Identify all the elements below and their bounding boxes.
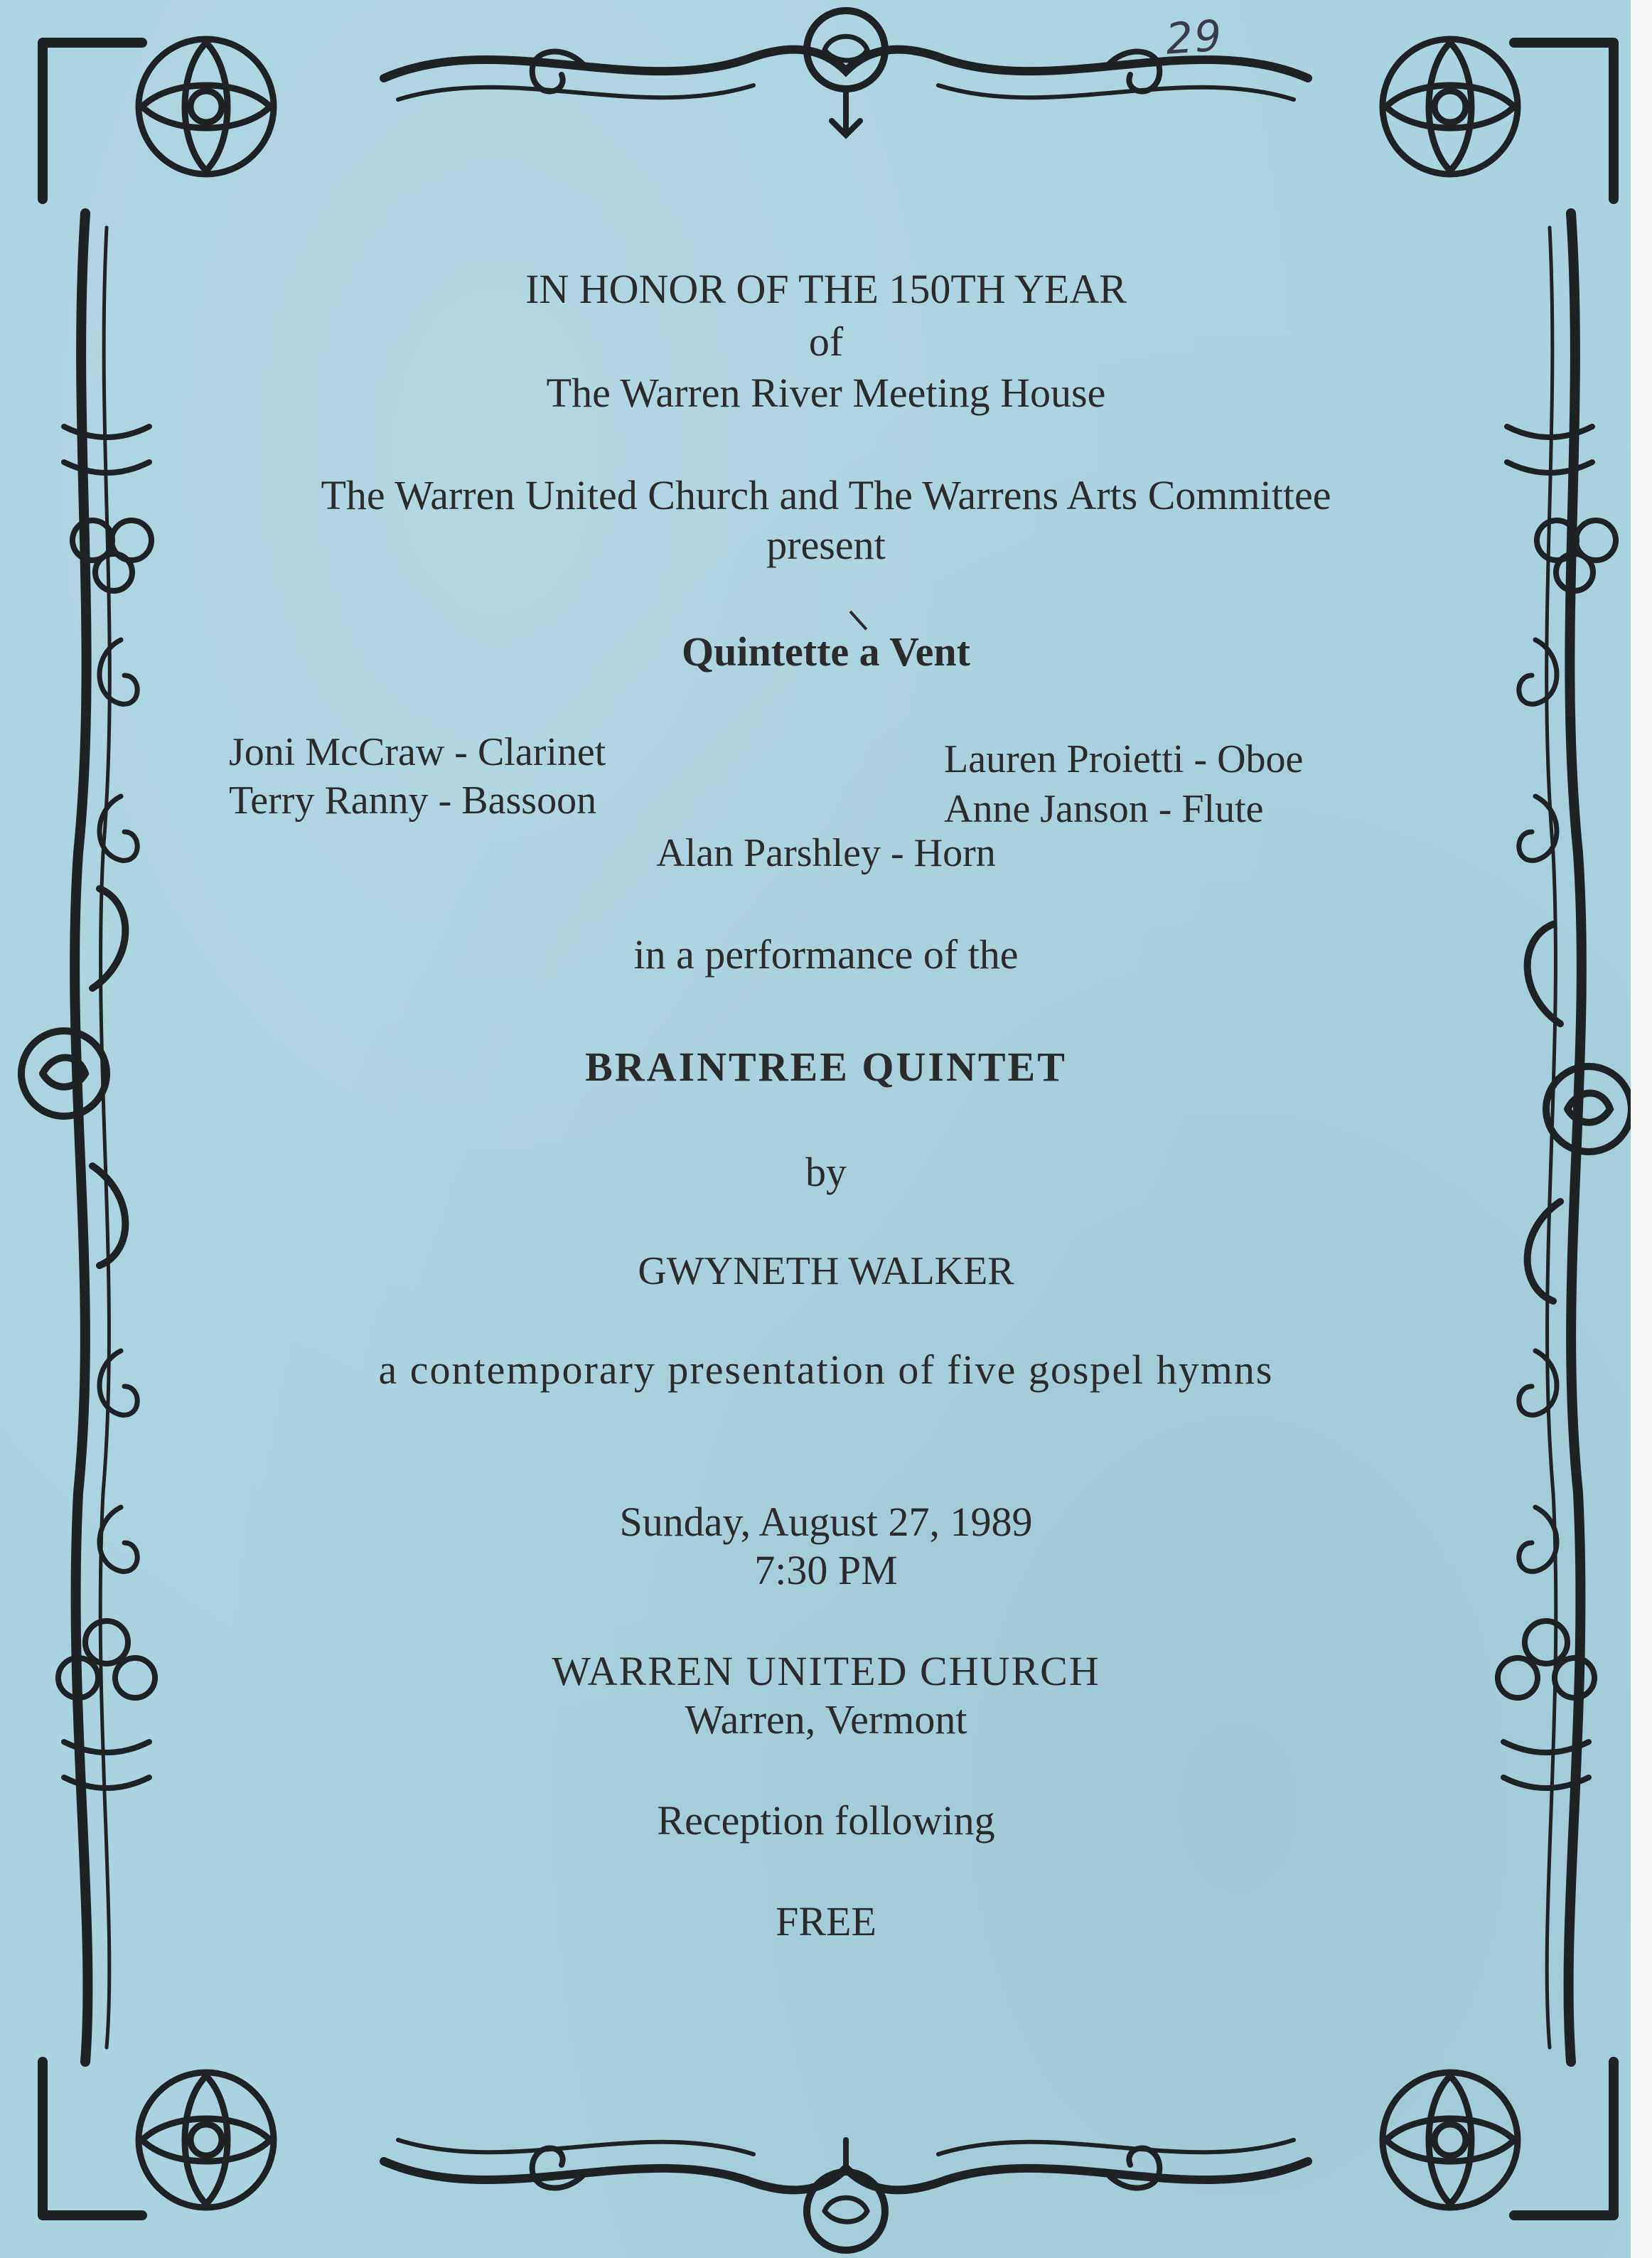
- performer-center: Alan Parshley - Horn: [656, 831, 996, 875]
- performance-intro: in a performance of the: [633, 931, 1019, 978]
- event-date: Sunday, August 27, 1989: [619, 1499, 1033, 1545]
- performer-left-1: Joni McCraw - Clarinet: [229, 730, 606, 774]
- performer-right-1: Lauren Proietti - Oboe: [944, 737, 1304, 781]
- admission-note: FREE: [776, 1898, 876, 1944]
- work-title: BRAINTREE QUINTET: [585, 1044, 1067, 1090]
- presenters-line-2: present: [766, 522, 886, 568]
- heading-line-3: The Warren River Meeting House: [546, 370, 1106, 416]
- performer-left-2: Terry Ranny - Bassoon: [229, 778, 597, 823]
- composer-name: GWYNETH WALKER: [638, 1249, 1014, 1293]
- venue-name: WARREN UNITED CHURCH: [552, 1648, 1100, 1694]
- presenters-line-1: The Warren United Church and The Warrens Arts Committee: [321, 472, 1331, 518]
- work-description: a contemporary presentation of five gospel hymns: [378, 1347, 1274, 1393]
- ensemble-name: Quintette a Vent: [682, 628, 970, 675]
- handwritten-page-number: 29: [1164, 11, 1225, 65]
- performer-right-2: Anne Janson - Flute: [944, 787, 1264, 831]
- reception-note: Reception following: [657, 1797, 995, 1844]
- heading-line-1: IN HONOR OF THE 150TH YEAR: [525, 266, 1127, 312]
- heading-line-2: of: [808, 319, 844, 365]
- event-time: 7:30 PM: [754, 1547, 898, 1593]
- by-label: by: [805, 1149, 847, 1195]
- venue-location: Warren, Vermont: [685, 1696, 967, 1743]
